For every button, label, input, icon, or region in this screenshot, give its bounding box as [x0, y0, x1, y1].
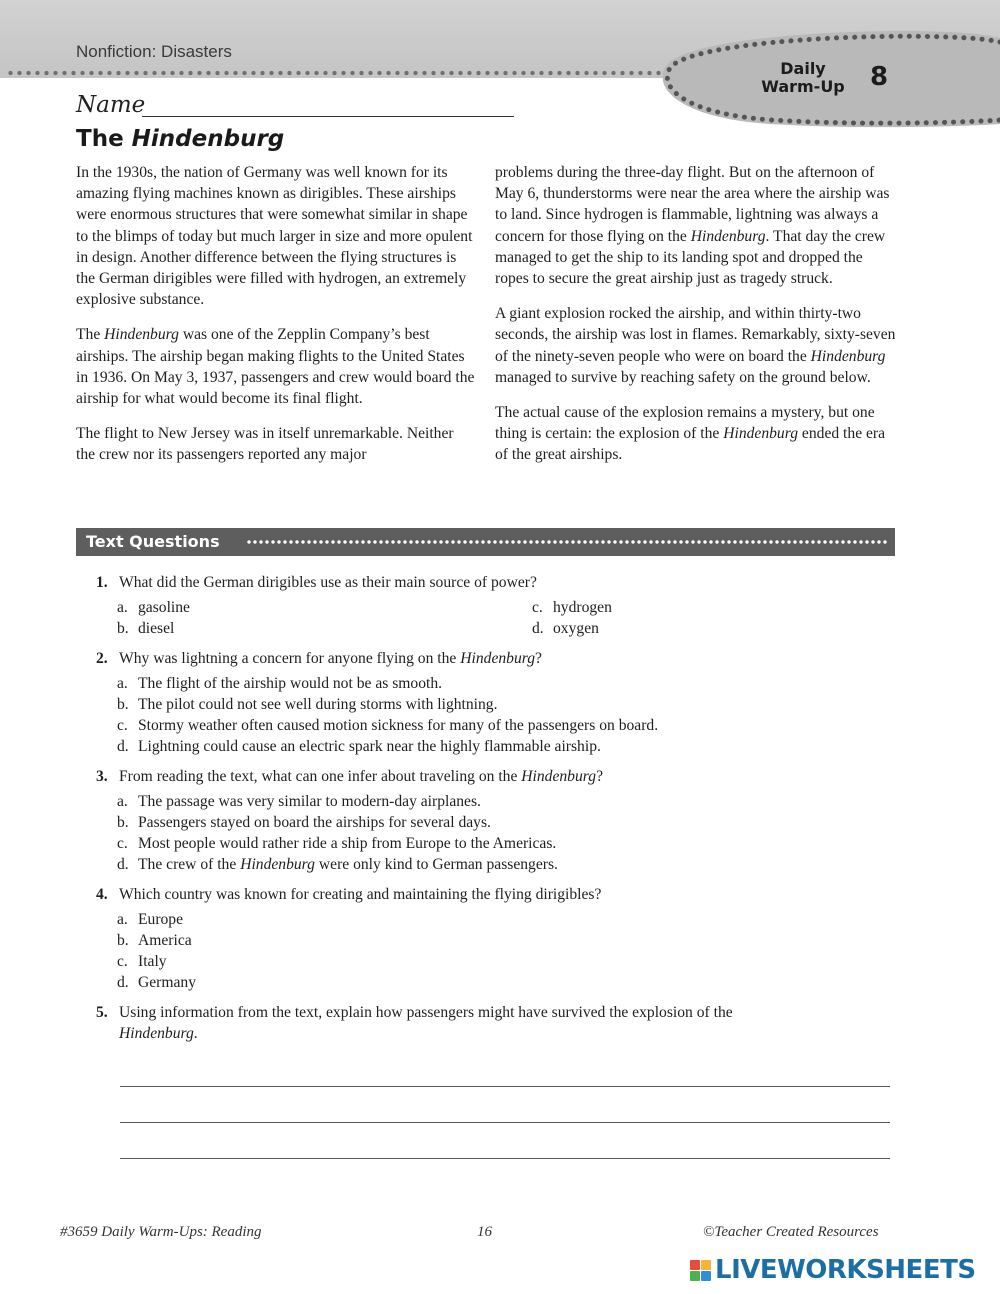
- option-letter: c.: [117, 835, 128, 852]
- article-paragraph: The flight to New Jersey was in itself unremarkable. Neither the crew nor its passengers reported any major: [76, 425, 454, 464]
- logo-square: [690, 1260, 700, 1270]
- question-4: [96, 884, 896, 993]
- airship-name-emphasis: Hindenburg: [521, 768, 597, 785]
- category-label: Nonfiction: Disasters: [76, 42, 232, 61]
- option-c[interactable]: [117, 833, 896, 854]
- footer-book-title: #3659 Daily Warm-Ups: Reading: [60, 1224, 262, 1240]
- option-letter: c.: [117, 953, 128, 970]
- question-2: [96, 648, 896, 757]
- article-left-column: [76, 162, 476, 480]
- header-dotted-border: [6, 70, 696, 76]
- questions-header-bar: [76, 528, 895, 556]
- question-number: 2.: [96, 650, 108, 667]
- footer-publisher: ©Teacher Created Resources: [703, 1224, 879, 1240]
- airship-name-emphasis: Hindenburg: [460, 650, 536, 667]
- option-text: The pilot could not see well during storms with lightning.: [138, 696, 498, 713]
- option-d[interactable]: [117, 854, 896, 875]
- option-a[interactable]: [117, 673, 896, 694]
- option-letter: b.: [117, 696, 129, 713]
- option-text: Most people would rather ride a ship from Europe to the Americas.: [138, 835, 557, 852]
- answer-line-1[interactable]: [120, 1086, 890, 1087]
- option-text: Stormy weather often caused motion sickness for many of the passengers on board.: [138, 717, 659, 734]
- option-letter: c.: [117, 717, 128, 734]
- article-paragraph: The Hindenburg was one of the Zepplin Company’s best airships. The airship began making flights to the United States in 1936. On May 3, 1937, passengers and crew would board the airship for what would become its final flight.: [76, 326, 475, 408]
- option-text: diesel: [138, 620, 175, 637]
- option-letter: a.: [117, 793, 128, 810]
- article-paragraph: A giant explosion rocked the airship, and within thirty-two seconds, the airship was lost in flames. Remarkably, sixty-seven of the ninety-seven people who were on board the Hindenburg managed to survive by reaching safety on the ground below.: [495, 305, 896, 386]
- name-line[interactable]: [142, 116, 514, 117]
- article-right-column: [495, 162, 900, 480]
- question-number: 1.: [96, 574, 108, 591]
- question-5: [96, 1002, 806, 1044]
- airship-name-emphasis: Hindenburg: [131, 126, 285, 152]
- option-a[interactable]: [117, 909, 896, 930]
- article-paragraph: problems during the three-day flight. But on the afternoon of May 6, thunderstorms were near the area where the airship was to land. Since hydrogen is flammable, lightning was always a concern for those flying on the Hindenburg. That day the crew managed to get the ship to its landing spot and dropped the ropes to secure the great airship just as tragedy struck.: [495, 164, 890, 288]
- option-letter: b.: [117, 932, 129, 949]
- option-text: Passengers stayed on board the airships for several days.: [138, 814, 491, 831]
- option-d[interactable]: [117, 736, 896, 757]
- questions-bar-dots: [246, 539, 887, 545]
- option-b[interactable]: [117, 694, 896, 715]
- question-number: 4.: [96, 886, 108, 903]
- option-d[interactable]: [532, 618, 832, 639]
- answer-line-3[interactable]: [120, 1158, 890, 1159]
- option-letter: a.: [117, 911, 128, 928]
- question-number: 5.: [96, 1004, 108, 1021]
- logo-square: [701, 1271, 711, 1281]
- question-text: What did the German dirigibles use as their main source of power?: [119, 574, 537, 591]
- airship-name-emphasis: Hindenburg: [723, 425, 799, 443]
- option-text: oxygen: [553, 620, 599, 637]
- badge-label: [748, 60, 858, 96]
- question-text: Why was lightning a concern for anyone flying on the Hindenburg?: [119, 650, 542, 667]
- option-text: The crew of the Hindenburg were only kind to German passengers.: [138, 856, 558, 873]
- question-text: From reading the text, what can one infer about traveling on the Hindenburg?: [119, 768, 603, 785]
- badge-line-1: Daily: [780, 59, 826, 78]
- option-a[interactable]: [117, 791, 896, 812]
- option-letter: d.: [117, 974, 129, 991]
- option-letter: d.: [532, 620, 544, 637]
- logo-square: [701, 1260, 711, 1270]
- option-text: Europe: [138, 911, 184, 928]
- option-letter: a.: [117, 599, 128, 616]
- airship-name-emphasis: Hindenburg: [690, 227, 766, 245]
- option-b[interactable]: [117, 812, 896, 833]
- option-text: The flight of the airship would not be as smooth.: [138, 675, 443, 692]
- option-d[interactable]: [117, 972, 896, 993]
- airship-name-emphasis: Hindenburg: [810, 347, 886, 365]
- daily-warmup-badge: [650, 28, 1000, 138]
- option-c[interactable]: [117, 715, 896, 736]
- option-text: Italy: [138, 953, 167, 970]
- option-text: America: [138, 932, 192, 949]
- option-text: hydrogen: [553, 599, 612, 616]
- option-text: gasoline: [138, 599, 190, 616]
- option-letter: b.: [117, 814, 129, 831]
- article-paragraph: The actual cause of the explosion remains a mystery, but one thing is certain: the explosion of the Hindenburg ended the era of the great airships.: [495, 404, 886, 464]
- option-letter: d.: [117, 738, 129, 755]
- questions-title: Text Questions: [86, 532, 220, 551]
- name-label: Name: [76, 92, 146, 118]
- option-b[interactable]: [117, 618, 532, 639]
- question-number: 3.: [96, 768, 108, 785]
- footer-page-number: 16: [477, 1224, 492, 1240]
- option-c[interactable]: [532, 597, 832, 618]
- liveworksheets-wordmark: LIVEWORKSHEETS: [715, 1255, 976, 1285]
- question-1: [96, 572, 896, 639]
- page-title: The Hindenburg: [76, 126, 285, 152]
- option-c[interactable]: [117, 951, 896, 972]
- liveworksheets-logo[interactable]: [690, 1255, 976, 1285]
- option-letter: d.: [117, 856, 129, 873]
- badge-number: 8: [870, 62, 889, 92]
- question-text: Which country was known for creating and maintaining the flying dirigibles?: [119, 886, 602, 903]
- article-paragraph: In the 1930s, the nation of Germany was well known for its amazing flying machines known as dirigibles. These airships were enormous structures that were somewhat similar in shape to the blimps of today but much larger in size and more opulent in design. Another difference between the flying structures is the German dirigibles were filled with hydrogen, an extremely explosive substance.: [76, 164, 473, 309]
- option-letter: c.: [532, 599, 543, 616]
- question-3: [96, 766, 896, 875]
- option-text: Lightning could cause an electric spark near the highly flammable airship.: [138, 738, 601, 755]
- option-letter: a.: [117, 675, 128, 692]
- option-a[interactable]: [117, 597, 532, 618]
- option-letter: b.: [117, 620, 129, 637]
- questions-list: [96, 572, 896, 1053]
- airship-name-emphasis: Hindenburg: [104, 326, 179, 344]
- airship-name-emphasis: Hindenburg: [240, 856, 315, 873]
- airship-name-emphasis: Hindenburg: [119, 1025, 194, 1042]
- question-text: Using information from the text, explain how passengers might have survived the explosion of the Hindenburg.: [119, 1004, 733, 1042]
- option-text: The passage was very similar to modern-day airplanes.: [138, 793, 481, 810]
- option-text: Germany: [138, 974, 197, 991]
- logo-square: [690, 1271, 700, 1281]
- liveworksheets-icon: [690, 1260, 711, 1281]
- badge-line-2: Warm-Up: [761, 77, 845, 96]
- option-b[interactable]: [117, 930, 896, 951]
- answer-line-2[interactable]: [120, 1122, 890, 1123]
